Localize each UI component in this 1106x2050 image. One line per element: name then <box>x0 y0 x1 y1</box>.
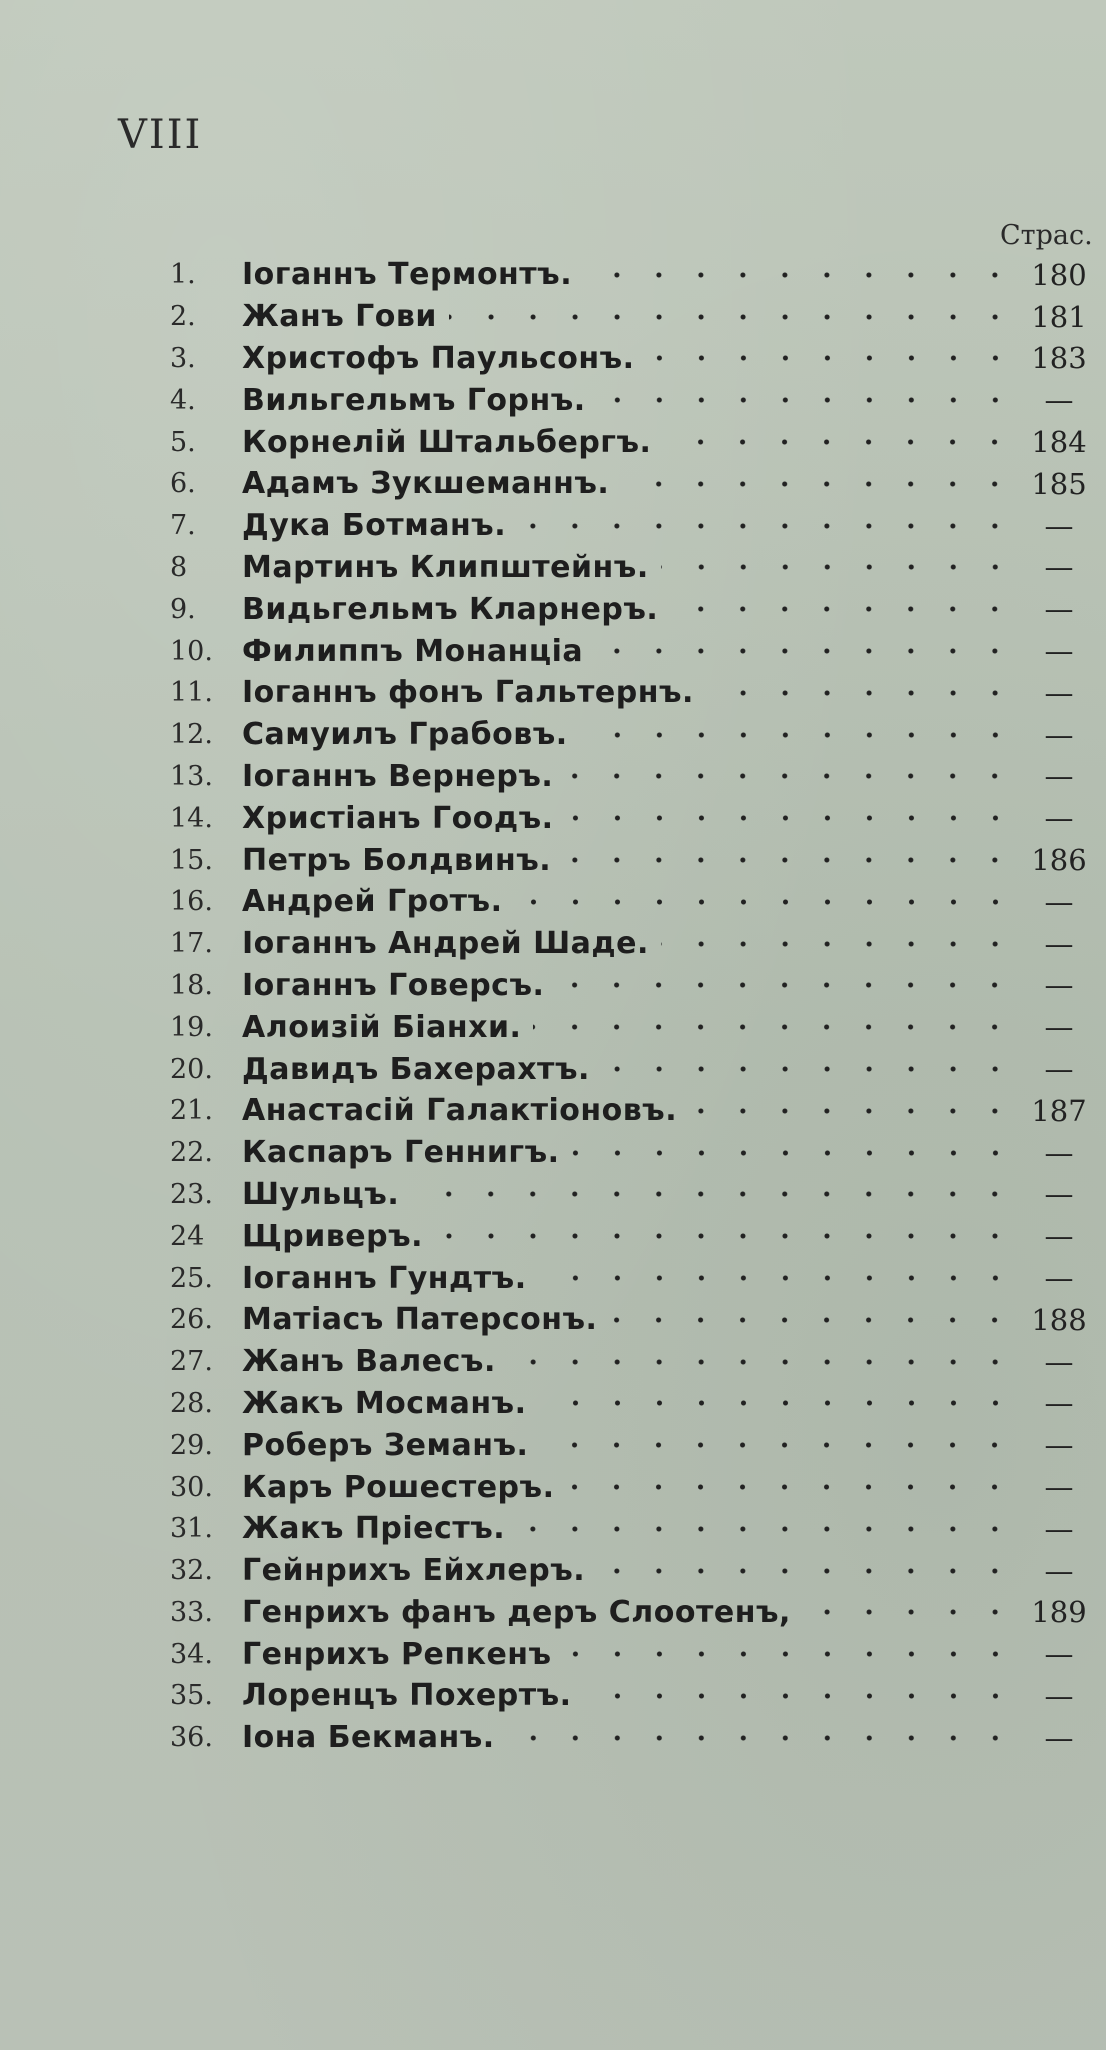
dot-leader <box>621 469 1016 499</box>
entry-number: 19. <box>170 1011 213 1043</box>
entry-name: Адамъ Зукшеманнъ. <box>242 466 610 502</box>
toc-entry <box>170 797 1090 839</box>
entry-page-number: 183 <box>1031 341 1087 376</box>
entry-number: 21. <box>170 1095 213 1127</box>
dot-leader <box>518 511 1016 541</box>
entry-number: 15. <box>170 844 213 876</box>
entry-page-number: 185 <box>1031 466 1087 501</box>
entry-page-number: — <box>1044 634 1074 669</box>
toc-entry <box>170 1717 1090 1759</box>
entry-page-number: — <box>1044 592 1074 627</box>
dot-leader <box>595 636 1016 666</box>
entry-number: 10. <box>170 635 213 667</box>
entry-page-number: — <box>1044 1344 1074 1379</box>
entry-page-number: 184 <box>1031 425 1087 460</box>
toc-entry <box>170 463 1090 505</box>
dot-leader <box>508 1347 1016 1377</box>
toc-entry <box>170 1090 1090 1132</box>
entry-number: 30. <box>170 1471 213 1503</box>
toc-entry <box>170 379 1090 421</box>
entry-name: Жанъ Валесъ. <box>242 1344 496 1380</box>
toc-entry <box>170 338 1090 380</box>
entry-number: 4. <box>170 384 196 416</box>
entry-number: 22. <box>170 1137 213 1169</box>
entry-number: 27. <box>170 1346 213 1378</box>
toc-entry <box>170 1550 1090 1592</box>
entry-name: Іоганнъ Термонтъ. <box>242 257 573 293</box>
entry-page-number: — <box>1044 675 1074 710</box>
entry-number: 29. <box>170 1429 213 1461</box>
entry-name: Гейнрихъ Ейхлеръ. <box>242 1553 586 1589</box>
dot-leader <box>663 427 1016 457</box>
toc-entry <box>170 1592 1090 1634</box>
dot-leader <box>661 552 1016 582</box>
entry-number: 13. <box>170 760 213 792</box>
entry-name: Генрихъ фанъ деръ Слоотенъ, <box>242 1594 791 1630</box>
dot-leader <box>507 1723 1016 1753</box>
dot-leader <box>602 1054 1016 1084</box>
entry-name: Жакъ Пріестъ. <box>242 1511 506 1547</box>
entry-name: Іоганнъ Гундтъ. <box>242 1260 527 1296</box>
entry-page-number: — <box>1044 1470 1074 1504</box>
entry-number: 12. <box>170 719 213 751</box>
dot-leader <box>556 970 1016 1000</box>
entry-page-number: — <box>1044 508 1074 543</box>
toc-entry <box>170 1508 1090 1550</box>
entry-name: Жанъ Гови <box>242 299 437 335</box>
entry-number: 28. <box>170 1387 213 1419</box>
entry-number: 23. <box>170 1178 213 1210</box>
toc-entry <box>170 547 1090 589</box>
dot-leader <box>803 1597 1016 1627</box>
toc-entry <box>170 1424 1090 1466</box>
page-column-header: Страс. <box>1000 220 1093 251</box>
dot-leader <box>706 678 1016 708</box>
entry-number: 9. <box>170 593 196 625</box>
entry-name: Шульцъ. <box>242 1176 400 1212</box>
entry-number: 25. <box>170 1262 213 1294</box>
toc-entry <box>170 1341 1090 1383</box>
entry-name: Самуилъ Грабовъ. <box>242 717 568 753</box>
dot-leader <box>580 720 1016 750</box>
entry-number: 18. <box>170 969 213 1001</box>
toc-entry <box>170 839 1090 881</box>
entry-name: Мартинъ Клипштейнъ. <box>242 549 649 585</box>
entry-page-number: — <box>1044 1386 1074 1421</box>
entry-page-number: — <box>1044 1010 1074 1045</box>
dot-leader <box>449 302 1016 332</box>
toc-entry <box>170 1215 1090 1257</box>
toc-entry <box>170 881 1090 923</box>
dot-leader <box>584 1681 1016 1711</box>
entry-number: 14. <box>170 802 213 834</box>
entry-page-number: — <box>1044 550 1074 585</box>
entry-page-number: — <box>1044 926 1074 961</box>
entry-number: 1. <box>170 259 196 291</box>
toc-entry <box>170 1132 1090 1174</box>
dot-leader <box>539 1388 1017 1418</box>
entry-name: Іоганнъ Вернеръ. <box>242 758 554 794</box>
entry-page-number: — <box>1044 884 1074 919</box>
toc-entry <box>170 254 1090 296</box>
entry-number: 32. <box>170 1555 213 1587</box>
entry-name: Жакъ Мосманъ. <box>242 1385 527 1421</box>
toc-entry <box>170 296 1090 338</box>
toc-entry <box>170 588 1090 630</box>
dot-leader <box>411 1179 1016 1209</box>
dot-leader <box>540 1430 1016 1460</box>
dot-leader <box>563 845 1016 875</box>
toc-entry <box>170 672 1090 714</box>
entry-name: Іоганнъ Говерсъ. <box>242 967 545 1003</box>
entry-name: Вильгельмъ Горнъ. <box>242 382 586 418</box>
entry-number: 24 <box>170 1220 205 1252</box>
toc-entry <box>170 923 1090 965</box>
entry-page-number: 181 <box>1031 299 1087 334</box>
entry-name: Христіанъ Гоодъ. <box>242 800 554 836</box>
entry-page-number: — <box>1044 759 1074 794</box>
entry-number: 16. <box>170 886 213 918</box>
entry-page-number: 188 <box>1031 1302 1087 1337</box>
dot-leader <box>597 1556 1016 1586</box>
entry-page-number: — <box>1044 717 1074 752</box>
entry-name: Филиппъ Монанціа <box>242 633 584 669</box>
entry-page-number: 189 <box>1031 1595 1087 1630</box>
dot-leader <box>598 385 1016 415</box>
entry-number: 8 <box>170 551 188 583</box>
entry-name: Петръ Болдвинъ. <box>242 842 552 878</box>
toc-entry <box>170 630 1090 672</box>
entry-name: Андрей Гротъ. <box>242 884 503 920</box>
entry-page-number: 186 <box>1031 843 1087 878</box>
entry-name: Каспаръ Геннигъ. <box>242 1135 560 1171</box>
entry-page-number: 187 <box>1031 1093 1087 1128</box>
entry-number: 11. <box>170 677 213 709</box>
entry-page-number: — <box>1044 1678 1074 1713</box>
entry-page-number: — <box>1044 1720 1074 1755</box>
entry-name: Матіасъ Патерсонъ. <box>242 1302 598 1338</box>
dot-leader <box>670 594 1016 624</box>
toc-entry <box>170 714 1090 756</box>
dot-leader <box>572 1138 1016 1168</box>
entry-page-number: — <box>1044 1219 1074 1254</box>
entry-number: 3. <box>170 342 196 374</box>
entry-page-number: — <box>1044 1261 1074 1296</box>
toc-entry <box>170 1675 1090 1717</box>
dot-leader <box>565 761 1016 791</box>
entry-number: 33. <box>170 1596 213 1628</box>
entry-name: Каръ Рошестеръ. <box>242 1469 555 1505</box>
dot-leader <box>533 1012 1016 1042</box>
entry-name: Алоизій Біанхи. <box>242 1009 522 1045</box>
entry-name: Іоганнъ фонъ Гальтернъ. <box>242 675 694 711</box>
table-of-contents <box>170 254 1090 1759</box>
entry-name: Христофъ Паульсонъ. <box>242 340 635 376</box>
entry-name: Іоганнъ Андрей Шаде. <box>242 926 649 962</box>
toc-entry <box>170 1048 1090 1090</box>
toc-entry <box>170 1299 1090 1341</box>
entry-page-number: — <box>1044 383 1074 418</box>
toc-entry <box>170 756 1090 798</box>
toc-entry <box>170 1174 1090 1216</box>
entry-name: Дука Ботманъ. <box>242 508 507 544</box>
entry-number: 26. <box>170 1304 213 1336</box>
entry-name: Щриверъ. <box>242 1218 424 1254</box>
entry-page-number: 180 <box>1031 257 1087 292</box>
dot-leader <box>564 1639 1016 1669</box>
entry-page-number: — <box>1044 1553 1074 1588</box>
dot-leader <box>647 343 1016 373</box>
entry-name: Давидъ Бахерахтъ. <box>242 1051 590 1087</box>
entry-page-number: — <box>1044 968 1074 1003</box>
entry-number: 20. <box>170 1053 213 1085</box>
toc-entry <box>170 1633 1090 1675</box>
entry-page-number: — <box>1044 1052 1074 1087</box>
entry-page-number: — <box>1044 1428 1074 1463</box>
dot-leader <box>689 1096 1016 1126</box>
toc-entry <box>170 421 1090 463</box>
toc-entry <box>170 1257 1090 1299</box>
dot-leader <box>609 1305 1016 1335</box>
entry-number: 34. <box>170 1638 213 1670</box>
entry-page-number: — <box>1044 1177 1074 1212</box>
toc-entry <box>170 1006 1090 1048</box>
entry-number: 17. <box>170 928 213 960</box>
toc-entry <box>170 505 1090 547</box>
dot-leader <box>566 1472 1016 1502</box>
entry-number: 35. <box>170 1680 213 1712</box>
entry-name: Генрихъ Репкенъ <box>242 1636 552 1672</box>
dot-leader <box>661 929 1016 959</box>
entry-name: Роберъ Земанъ. <box>242 1427 529 1463</box>
entry-name: Анастасій Галактіоновъ. <box>242 1093 678 1129</box>
toc-entry <box>170 1466 1090 1508</box>
entry-number: 5. <box>170 426 196 458</box>
entry-name: Лоренцъ Похертъ. <box>242 1678 572 1714</box>
entry-page-number: — <box>1044 1637 1074 1672</box>
entry-name: Іона Бекманъ. <box>242 1720 495 1756</box>
toc-entry <box>170 965 1090 1007</box>
entry-number: 6. <box>170 468 196 500</box>
entry-number: 7. <box>170 510 196 542</box>
page-number: VIII <box>118 112 203 158</box>
entry-number: 36. <box>170 1722 213 1754</box>
dot-leader <box>584 260 1016 290</box>
dot-leader <box>435 1221 1016 1251</box>
dot-leader <box>517 1514 1016 1544</box>
entry-number: 31. <box>170 1513 213 1545</box>
entry-name: Корнелій Штальбергъ. <box>242 424 652 460</box>
toc-entry <box>170 1383 1090 1425</box>
dot-leader <box>566 803 1016 833</box>
dot-leader <box>539 1263 1016 1293</box>
entry-page-number: — <box>1044 801 1074 836</box>
entry-name: Видьгельмъ Кларнеръ. <box>242 591 659 627</box>
entry-page-number: — <box>1044 1135 1074 1170</box>
entry-number: 2. <box>170 301 196 333</box>
entry-page-number: — <box>1044 1511 1074 1546</box>
dot-leader <box>515 887 1017 917</box>
